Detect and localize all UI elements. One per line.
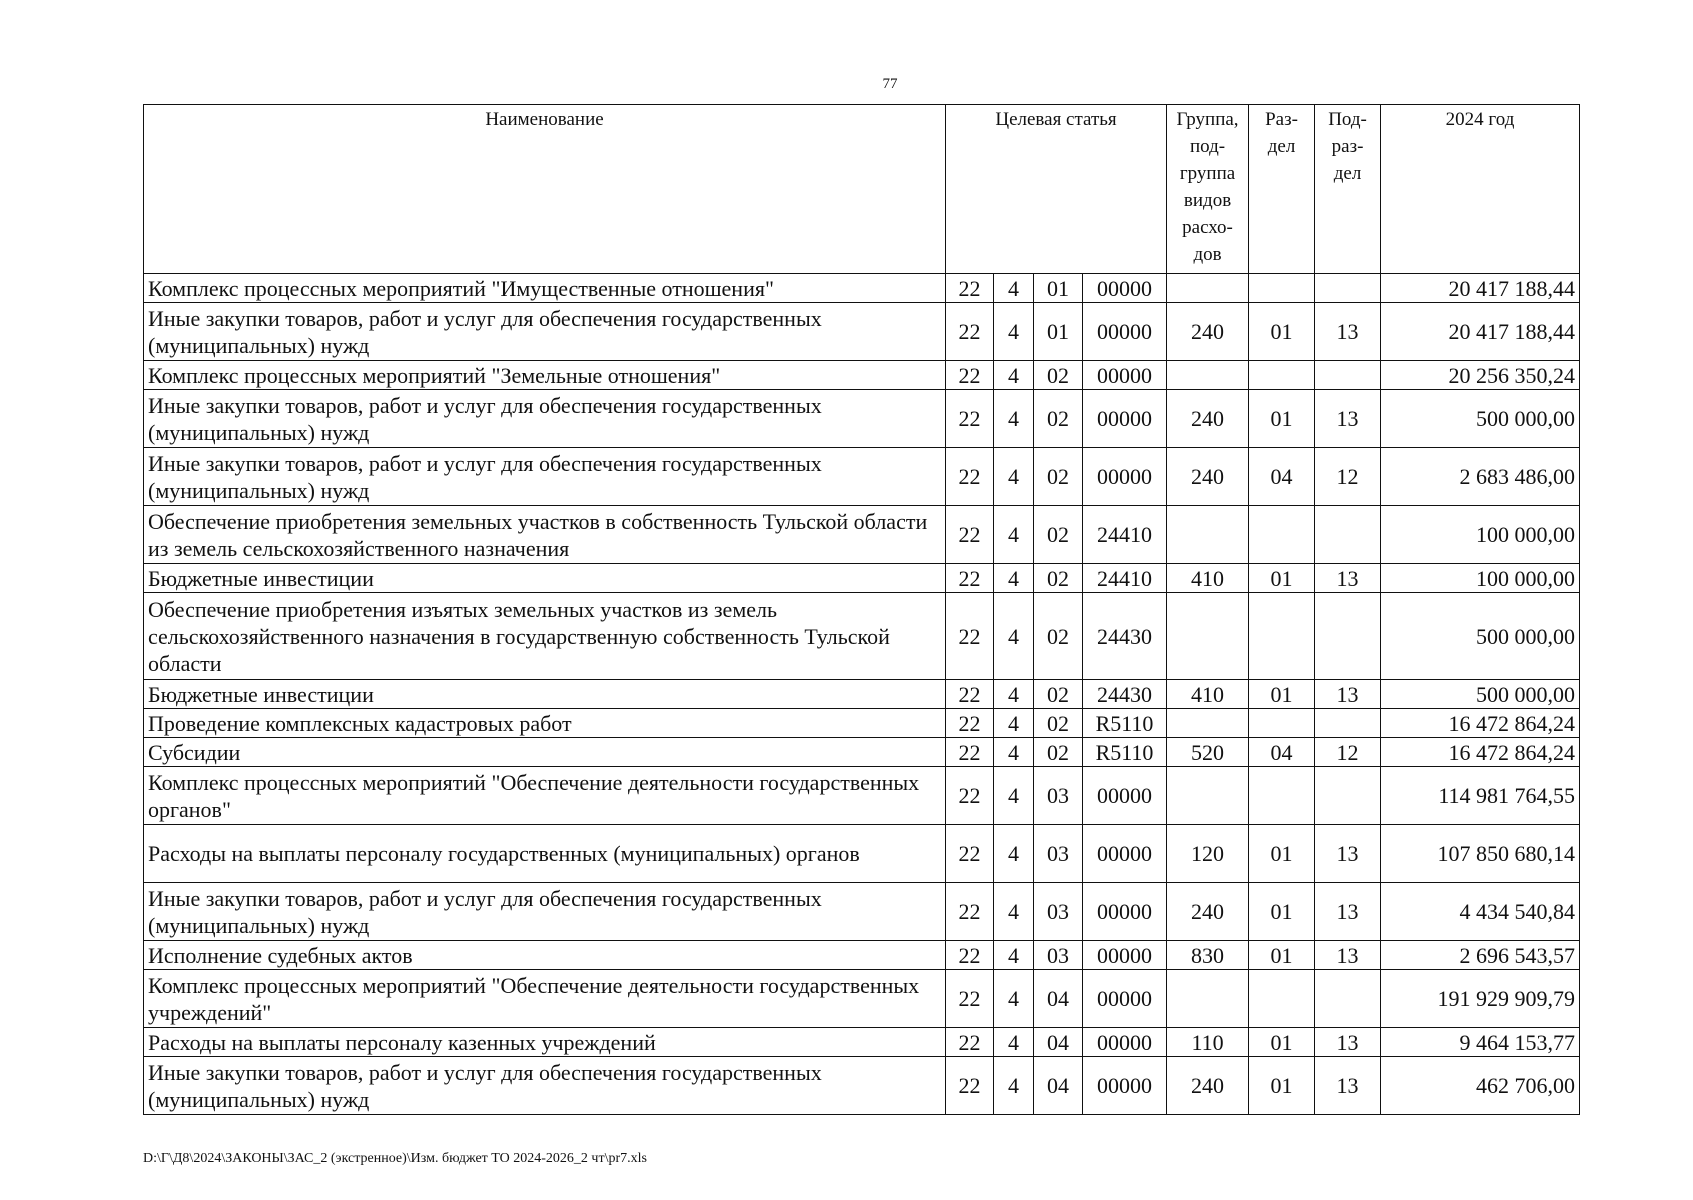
row-name-cell: Обеспечение приобретения изъятых земельных участков из земель сельскохозяйственного назначения в государственную собственность Тульской области (144, 593, 946, 680)
subsection-cell (1315, 593, 1381, 680)
target-program-cell: 22 (946, 361, 994, 390)
amount-2024-cell: 16 472 864,24 (1381, 738, 1580, 767)
header-expense-group: Группа, под- группа видов расхо- дов (1167, 105, 1249, 274)
target-subprogram-cell: 4 (994, 448, 1034, 506)
subsection-cell (1315, 709, 1381, 738)
row-name-cell: Иные закупки товаров, работ и услуг для обеспечения государственных (муниципальных) нужд (144, 1057, 946, 1115)
footer-file-path: D:\Г\Д8\2024\ЗАКОНЫ\ЗАС_2 (экстренное)\Изм. бюджет ТО 2024-2026_2 чт\pr7.xls (143, 1151, 647, 1166)
target-direction-cell: 00000 (1083, 767, 1167, 825)
target-subprogram-cell: 4 (994, 883, 1034, 941)
target-program-cell: 22 (946, 506, 994, 564)
expense-group-cell: 240 (1167, 303, 1249, 361)
target-subprogram-cell: 4 (994, 709, 1034, 738)
subsection-cell: 13 (1315, 1057, 1381, 1115)
target-subprogram-cell: 4 (994, 1057, 1034, 1115)
expense-group-cell: 240 (1167, 448, 1249, 506)
target-subprogram-cell: 4 (994, 680, 1034, 709)
header-name: Наименование (144, 105, 946, 274)
target-complex-cell: 04 (1034, 1057, 1083, 1115)
target-direction-cell: 24430 (1083, 680, 1167, 709)
table-row (144, 767, 1580, 825)
expense-group-cell (1167, 361, 1249, 390)
expense-group-cell: 240 (1167, 390, 1249, 448)
target-complex-cell: 02 (1034, 361, 1083, 390)
row-name-cell: Обеспечение приобретения земельных участков в собственность Тульской области из земель сельскохозяйственного назначения (144, 506, 946, 564)
amount-2024-cell: 500 000,00 (1381, 680, 1580, 709)
amount-2024-cell: 107 850 680,14 (1381, 825, 1580, 883)
expense-group-cell (1167, 767, 1249, 825)
table-row (144, 448, 1580, 506)
expense-group-cell (1167, 593, 1249, 680)
row-name-cell: Исполнение судебных актов (144, 941, 946, 970)
expense-group-cell (1167, 709, 1249, 738)
target-program-cell: 22 (946, 709, 994, 738)
amount-2024-cell: 500 000,00 (1381, 593, 1580, 680)
subsection-cell: 13 (1315, 883, 1381, 941)
target-program-cell: 22 (946, 390, 994, 448)
subsection-cell (1315, 361, 1381, 390)
target-program-cell: 22 (946, 448, 994, 506)
target-program-cell: 22 (946, 1028, 994, 1057)
target-direction-cell: 00000 (1083, 361, 1167, 390)
target-complex-cell: 02 (1034, 448, 1083, 506)
expense-group-cell: 520 (1167, 738, 1249, 767)
target-program-cell: 22 (946, 767, 994, 825)
target-subprogram-cell: 4 (994, 361, 1034, 390)
expense-group-cell: 410 (1167, 680, 1249, 709)
table-row (144, 1057, 1580, 1115)
target-direction-cell: 24430 (1083, 593, 1167, 680)
header-row (144, 105, 1580, 274)
target-subprogram-cell: 4 (994, 506, 1034, 564)
target-direction-cell: 00000 (1083, 274, 1167, 303)
section-cell: 04 (1249, 738, 1315, 767)
target-subprogram-cell: 4 (994, 941, 1034, 970)
expense-group-cell: 830 (1167, 941, 1249, 970)
table-body (144, 274, 1580, 1115)
subsection-cell: 12 (1315, 448, 1381, 506)
target-complex-cell: 01 (1034, 303, 1083, 361)
amount-2024-cell: 2 696 543,57 (1381, 941, 1580, 970)
expense-group-cell: 120 (1167, 825, 1249, 883)
subsection-cell: 13 (1315, 564, 1381, 593)
target-complex-cell: 04 (1034, 1028, 1083, 1057)
target-direction-cell: R5110 (1083, 738, 1167, 767)
table-row (144, 1028, 1580, 1057)
row-name-cell: Иные закупки товаров, работ и услуг для обеспечения государственных (муниципальных) нужд (144, 448, 946, 506)
section-cell (1249, 361, 1315, 390)
target-program-cell: 22 (946, 564, 994, 593)
section-cell (1249, 274, 1315, 303)
subsection-cell (1315, 274, 1381, 303)
target-direction-cell: 00000 (1083, 1057, 1167, 1115)
target-direction-cell: 00000 (1083, 303, 1167, 361)
target-program-cell: 22 (946, 680, 994, 709)
section-cell (1249, 593, 1315, 680)
amount-2024-cell: 100 000,00 (1381, 564, 1580, 593)
target-complex-cell: 01 (1034, 274, 1083, 303)
target-complex-cell: 03 (1034, 941, 1083, 970)
table-row (144, 303, 1580, 361)
target-subprogram-cell: 4 (994, 1028, 1034, 1057)
target-direction-cell: 00000 (1083, 825, 1167, 883)
section-cell: 01 (1249, 1028, 1315, 1057)
amount-2024-cell: 20 256 350,24 (1381, 361, 1580, 390)
subsection-cell: 13 (1315, 825, 1381, 883)
expense-group-cell (1167, 274, 1249, 303)
section-cell (1249, 506, 1315, 564)
target-complex-cell: 03 (1034, 825, 1083, 883)
amount-2024-cell: 9 464 153,77 (1381, 1028, 1580, 1057)
row-name-cell: Комплекс процессных мероприятий "Имущественные отношения" (144, 274, 946, 303)
table-row (144, 970, 1580, 1028)
target-direction-cell: 24410 (1083, 564, 1167, 593)
row-name-cell: Комплекс процессных мероприятий "Обеспечение деятельности государственных учреждений" (144, 970, 946, 1028)
subsection-cell: 13 (1315, 303, 1381, 361)
target-program-cell: 22 (946, 274, 994, 303)
row-name-cell: Комплекс процессных мероприятий "Обеспечение деятельности государственных органов" (144, 767, 946, 825)
target-program-cell: 22 (946, 941, 994, 970)
table-row (144, 361, 1580, 390)
target-subprogram-cell: 4 (994, 303, 1034, 361)
target-direction-cell: 00000 (1083, 390, 1167, 448)
target-complex-cell: 02 (1034, 738, 1083, 767)
target-program-cell: 22 (946, 970, 994, 1028)
row-name-cell: Проведение комплексных кадастровых работ (144, 709, 946, 738)
target-program-cell: 22 (946, 738, 994, 767)
target-subprogram-cell: 4 (994, 767, 1034, 825)
subsection-cell: 13 (1315, 1028, 1381, 1057)
budget-table (143, 104, 1580, 1115)
expense-group-cell (1167, 506, 1249, 564)
target-direction-cell: R5110 (1083, 709, 1167, 738)
table-row (144, 274, 1580, 303)
section-cell: 01 (1249, 680, 1315, 709)
header-section: Раз- дел (1249, 105, 1315, 274)
target-program-cell: 22 (946, 593, 994, 680)
row-name-cell: Субсидии (144, 738, 946, 767)
amount-2024-cell: 100 000,00 (1381, 506, 1580, 564)
row-name-cell: Комплекс процессных мероприятий "Земельные отношения" (144, 361, 946, 390)
subsection-cell: 13 (1315, 390, 1381, 448)
target-subprogram-cell: 4 (994, 564, 1034, 593)
row-name-cell: Иные закупки товаров, работ и услуг для обеспечения государственных (муниципальных) нужд (144, 303, 946, 361)
table-row (144, 506, 1580, 564)
row-name-cell: Иные закупки товаров, работ и услуг для обеспечения государственных (муниципальных) нужд (144, 883, 946, 941)
target-subprogram-cell: 4 (994, 274, 1034, 303)
subsection-cell: 12 (1315, 738, 1381, 767)
target-direction-cell: 00000 (1083, 970, 1167, 1028)
page-number: 77 (882, 76, 898, 92)
expense-group-cell (1167, 970, 1249, 1028)
subsection-cell: 13 (1315, 941, 1381, 970)
target-direction-cell: 00000 (1083, 941, 1167, 970)
table-row (144, 390, 1580, 448)
target-direction-cell: 24410 (1083, 506, 1167, 564)
target-program-cell: 22 (946, 1057, 994, 1115)
section-cell: 01 (1249, 883, 1315, 941)
section-cell: 01 (1249, 564, 1315, 593)
table-row (144, 593, 1580, 680)
table-row (144, 564, 1580, 593)
expense-group-cell: 410 (1167, 564, 1249, 593)
section-cell (1249, 767, 1315, 825)
target-program-cell: 22 (946, 883, 994, 941)
target-complex-cell: 03 (1034, 883, 1083, 941)
amount-2024-cell: 114 981 764,55 (1381, 767, 1580, 825)
subsection-cell: 13 (1315, 680, 1381, 709)
target-complex-cell: 02 (1034, 564, 1083, 593)
expense-group-cell: 110 (1167, 1028, 1249, 1057)
subsection-cell (1315, 970, 1381, 1028)
amount-2024-cell: 191 929 909,79 (1381, 970, 1580, 1028)
expense-group-cell: 240 (1167, 1057, 1249, 1115)
row-name-cell: Иные закупки товаров, работ и услуг для обеспечения государственных (муниципальных) нужд (144, 390, 946, 448)
row-name-cell: Бюджетные инвестиции (144, 680, 946, 709)
amount-2024-cell: 462 706,00 (1381, 1057, 1580, 1115)
table-row (144, 883, 1580, 941)
section-cell (1249, 970, 1315, 1028)
section-cell (1249, 709, 1315, 738)
table-row (144, 680, 1580, 709)
subsection-cell (1315, 767, 1381, 825)
table-row (144, 941, 1580, 970)
target-complex-cell: 04 (1034, 970, 1083, 1028)
row-name-cell: Расходы на выплаты персоналу казенных учреждений (144, 1028, 946, 1057)
target-direction-cell: 00000 (1083, 883, 1167, 941)
target-complex-cell: 02 (1034, 593, 1083, 680)
section-cell: 01 (1249, 941, 1315, 970)
amount-2024-cell: 16 472 864,24 (1381, 709, 1580, 738)
target-complex-cell: 03 (1034, 767, 1083, 825)
target-complex-cell: 02 (1034, 709, 1083, 738)
amount-2024-cell: 20 417 188,44 (1381, 303, 1580, 361)
section-cell: 04 (1249, 448, 1315, 506)
header-subsection: Под- раз- дел (1315, 105, 1381, 274)
amount-2024-cell: 4 434 540,84 (1381, 883, 1580, 941)
table-row (144, 825, 1580, 883)
target-complex-cell: 02 (1034, 506, 1083, 564)
target-subprogram-cell: 4 (994, 593, 1034, 680)
row-name-cell: Расходы на выплаты персоналу государственных (муниципальных) органов (144, 825, 946, 883)
target-subprogram-cell: 4 (994, 825, 1034, 883)
section-cell: 01 (1249, 303, 1315, 361)
subsection-cell (1315, 506, 1381, 564)
section-cell: 01 (1249, 390, 1315, 448)
row-name-cell: Бюджетные инвестиции (144, 564, 946, 593)
table-row (144, 709, 1580, 738)
target-subprogram-cell: 4 (994, 738, 1034, 767)
header-target-article: Целевая статья (946, 105, 1167, 274)
target-subprogram-cell: 4 (994, 970, 1034, 1028)
section-cell: 01 (1249, 1057, 1315, 1115)
expense-group-cell: 240 (1167, 883, 1249, 941)
section-cell: 01 (1249, 825, 1315, 883)
target-program-cell: 22 (946, 303, 994, 361)
target-direction-cell: 00000 (1083, 448, 1167, 506)
target-direction-cell: 00000 (1083, 1028, 1167, 1057)
amount-2024-cell: 2 683 486,00 (1381, 448, 1580, 506)
target-program-cell: 22 (946, 825, 994, 883)
target-complex-cell: 02 (1034, 680, 1083, 709)
target-complex-cell: 02 (1034, 390, 1083, 448)
target-subprogram-cell: 4 (994, 390, 1034, 448)
table-row (144, 738, 1580, 767)
header-year: 2024 год (1381, 105, 1580, 274)
amount-2024-cell: 20 417 188,44 (1381, 274, 1580, 303)
amount-2024-cell: 500 000,00 (1381, 390, 1580, 448)
